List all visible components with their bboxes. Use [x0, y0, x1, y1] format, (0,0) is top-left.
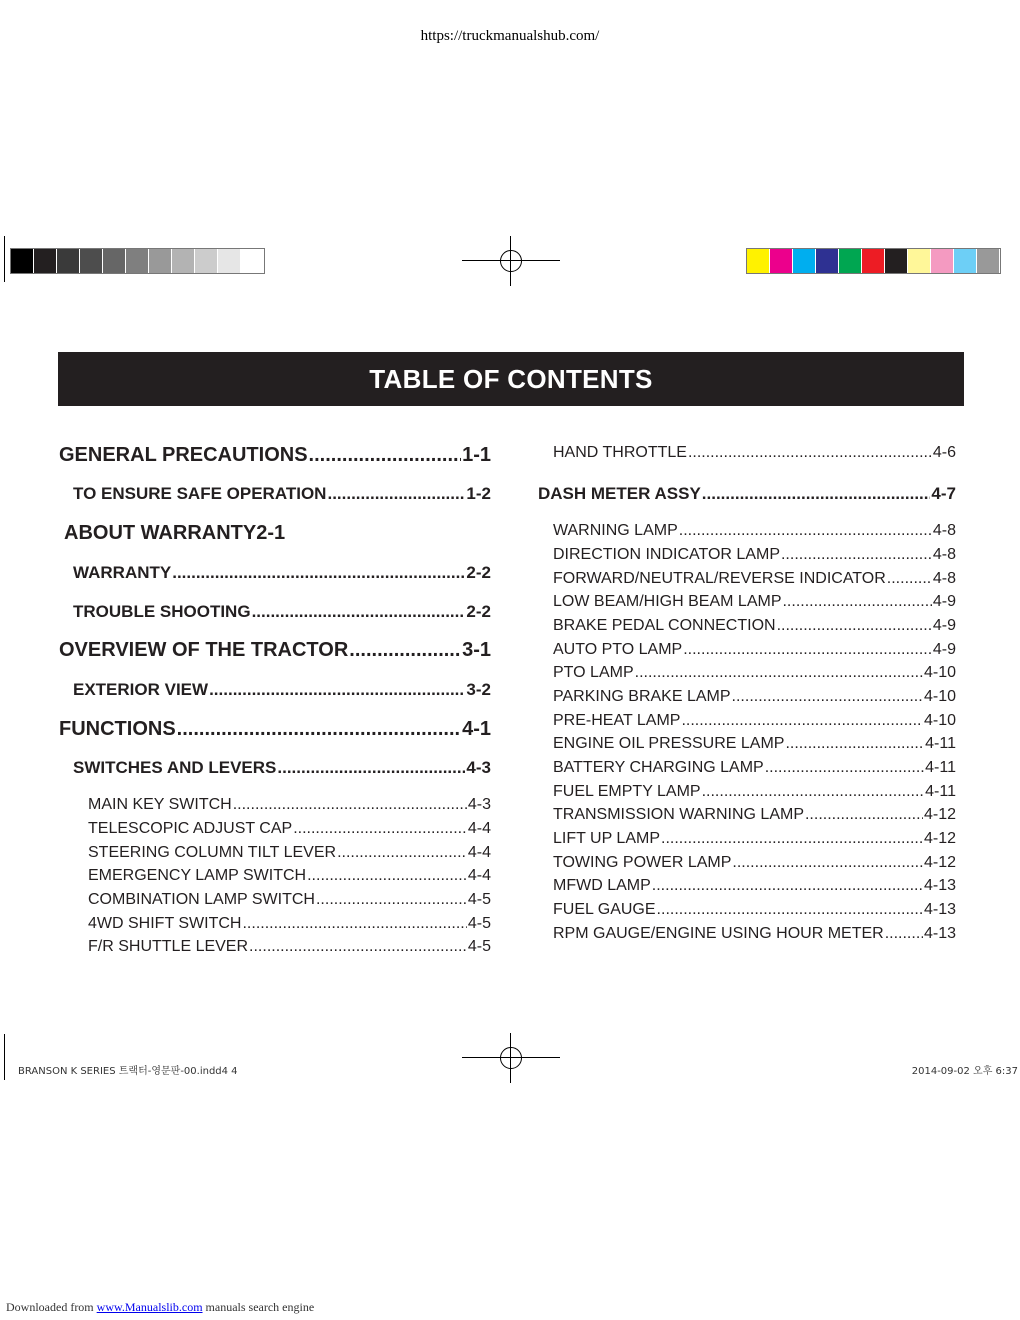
- toc-entry-page: 4-11: [925, 759, 956, 776]
- toc-entry-page: 4-5: [467, 891, 491, 908]
- toc-entry[interactable]: [553, 806, 956, 824]
- toc-entry-label: AUTO PTO LAMP: [553, 641, 683, 658]
- toc-entry-page: 4-10: [923, 712, 956, 729]
- dot-leader: [765, 759, 924, 777]
- toc-entry[interactable]: [553, 712, 956, 730]
- header-url: https://truckmanualshub.com/: [420, 28, 600, 44]
- dot-leader: [702, 484, 931, 504]
- toc-entry-label: BRAKE PEDAL CONNECTION: [553, 617, 776, 634]
- toc-entry-label: FUEL GAUGE: [553, 901, 656, 918]
- toc-entry-page: 4-8: [932, 570, 956, 587]
- toc-entry-page: 4-7: [931, 484, 956, 503]
- dot-leader: [177, 718, 461, 741]
- toc-entry-label: DIRECTION INDICATOR LAMP: [553, 546, 780, 563]
- toc-entry-page: 3-1: [462, 639, 491, 661]
- toc-entry-page: 4-9: [932, 641, 956, 658]
- toc-entry-page: 4-1: [462, 718, 491, 740]
- dot-leader: [316, 891, 467, 909]
- toc-entry[interactable]: [553, 522, 956, 540]
- dot-leader: [337, 844, 467, 862]
- toc-entry-page: 4-4: [467, 820, 491, 837]
- color-calibration-bar: [746, 248, 1001, 274]
- color-swatch: [80, 249, 103, 273]
- toc-entry[interactable]: [73, 680, 491, 700]
- toc-entry-label: OVERVIEW OF THE TRACTOR: [59, 639, 349, 661]
- dot-leader: [702, 783, 925, 801]
- toc-entry[interactable]: [553, 641, 956, 659]
- footer-file-info: BRANSON K SERIES 트랙터-영문판-00.indd4 4: [18, 1066, 238, 1077]
- toc-entry-page: 4-10: [923, 688, 956, 705]
- dot-leader: [887, 570, 932, 588]
- toc-entry-label: MAIN KEY SWITCH: [88, 796, 232, 813]
- toc-entry-page: 3-2: [466, 680, 491, 699]
- dot-leader: [732, 854, 923, 872]
- toc-entry-page: 4-3: [466, 758, 491, 777]
- color-swatch: [839, 249, 862, 273]
- toc-entry[interactable]: [59, 639, 491, 662]
- color-swatch: [816, 249, 839, 273]
- downloaded-note: [6, 1300, 314, 1315]
- dot-leader: [349, 639, 461, 662]
- color-swatch: [149, 249, 172, 273]
- toc-entry-label: FUEL EMPTY LAMP: [553, 783, 701, 800]
- toc-entry[interactable]: [553, 664, 956, 682]
- toc-entry-label: DASH METER ASSY: [538, 484, 701, 503]
- toc-entry-label: PTO LAMP: [553, 664, 634, 681]
- toc-entry-label: TELESCOPIC ADJUST CAP: [88, 820, 293, 837]
- toc-entry-page: 2-2: [466, 602, 491, 621]
- toc-entry[interactable]: [73, 563, 491, 583]
- dot-leader: [805, 806, 923, 824]
- toc-entry[interactable]: [88, 867, 491, 885]
- toc-entry[interactable]: [553, 854, 956, 872]
- dot-leader: [785, 735, 924, 753]
- toc-entry-label: F/R SHUTTLE LEVER: [88, 938, 249, 955]
- color-swatch: [218, 249, 241, 273]
- toc-entry-label: LIFT UP LAMP: [553, 830, 660, 847]
- toc-entry-page: 4-13: [923, 925, 956, 942]
- toc-entry-label: PARKING BRAKE LAMP: [553, 688, 731, 705]
- dot-leader: [635, 664, 923, 682]
- toc-entry-label: TROUBLE SHOOTING: [73, 602, 251, 621]
- dot-leader: [327, 484, 465, 504]
- color-swatch: [172, 249, 195, 273]
- trim-mark-left-bottom: [4, 1034, 5, 1080]
- dot-leader: [172, 563, 465, 583]
- color-swatch: [34, 249, 57, 273]
- dot-leader: [252, 602, 466, 622]
- toc-entry[interactable]: [553, 546, 956, 564]
- toc-entry-label: WARRANTY: [73, 563, 172, 582]
- toc-entry-page: 4-13: [923, 901, 956, 918]
- footer-timestamp: 2014-09-02 오후 6:37: [911, 1066, 1018, 1077]
- toc-entry-label: TRANSMISSION WARNING LAMP: [553, 806, 804, 823]
- color-swatch: [793, 249, 816, 273]
- toc-entry[interactable]: [553, 735, 956, 753]
- toc-entry[interactable]: [553, 570, 956, 588]
- toc-entry-page: 4-3: [467, 796, 491, 813]
- toc-entry-label: HAND THROTTLE: [553, 444, 687, 461]
- toc-entry-label: LOW BEAM/HIGH BEAM LAMP: [553, 593, 782, 610]
- color-swatch: [11, 249, 34, 273]
- toc-entry[interactable]: [553, 830, 956, 848]
- color-swatch: [931, 249, 954, 273]
- toc-entry-label: TO ENSURE SAFE OPERATION: [73, 484, 327, 503]
- toc-entry-page: 4-11: [925, 735, 956, 752]
- color-swatch: [195, 249, 218, 273]
- toc-entry[interactable]: [538, 484, 956, 504]
- dot-leader: [777, 617, 932, 635]
- color-swatch: [126, 249, 149, 273]
- downloaded-prefix: Downloaded from: [6, 1300, 94, 1314]
- color-swatch: [103, 249, 126, 273]
- toc-heading[interactable]: ABOUT WARRANTY2-1: [64, 522, 286, 544]
- toc-entry-page: 4-8: [932, 522, 956, 539]
- dot-leader: [307, 867, 467, 885]
- toc-entry-label: FORWARD/NEUTRAL/REVERSE INDICATOR: [553, 570, 886, 587]
- color-swatch: [908, 249, 931, 273]
- toc-entry[interactable]: [553, 877, 956, 895]
- trim-mark-left-top: [4, 236, 5, 282]
- downloaded-suffix: manuals search engine: [205, 1300, 315, 1314]
- color-swatch: [770, 249, 793, 273]
- toc-entry[interactable]: [88, 938, 491, 956]
- toc-entry-label: BATTERY CHARGING LAMP: [553, 759, 764, 776]
- toc-entry-page: 4-4: [467, 844, 491, 861]
- dot-leader: [679, 522, 932, 540]
- toc-entry[interactable]: [553, 688, 956, 706]
- toc-entry[interactable]: [59, 718, 491, 741]
- dot-leader: [657, 901, 923, 919]
- toc-entry-label: 4WD SHIFT SWITCH: [88, 915, 242, 932]
- dot-leader: [249, 938, 467, 956]
- manualslib-link[interactable]: www.Manualslib.com: [96, 1300, 203, 1314]
- dot-leader: [293, 820, 467, 838]
- toc-entry-label: EXTERIOR VIEW: [73, 680, 209, 699]
- gray-calibration-bar: [10, 248, 265, 274]
- toc-entry[interactable]: [553, 901, 956, 919]
- dot-leader: [277, 758, 465, 778]
- toc-entry-page: 4-5: [467, 938, 491, 955]
- toc-entry-label: GENERAL PRECAUTIONS: [59, 444, 308, 466]
- toc-entry[interactable]: [73, 758, 491, 778]
- toc-entry[interactable]: [88, 915, 491, 933]
- dot-leader: [652, 877, 923, 895]
- toc-entry-page: 4-13: [923, 877, 956, 894]
- toc-entry[interactable]: [553, 593, 956, 611]
- color-swatch: [885, 249, 908, 273]
- toc-entry-label: TOWING POWER LAMP: [553, 854, 732, 871]
- toc-entry-label: WARNING LAMP: [553, 522, 678, 539]
- dot-leader: [233, 796, 467, 814]
- toc-entry-label: MFWD LAMP: [553, 877, 651, 894]
- toc-entry[interactable]: [553, 444, 956, 462]
- toc-entry-page: 1-1: [462, 444, 491, 466]
- toc-entry[interactable]: [553, 617, 956, 635]
- toc-entry[interactable]: [553, 759, 956, 777]
- toc-entry-page: 4-6: [932, 444, 956, 461]
- toc-entry-page: 4-12: [923, 830, 956, 847]
- toc-entry-page: 4-4: [467, 867, 491, 884]
- color-swatch: [862, 249, 885, 273]
- toc-entry-page: 2-2: [466, 563, 491, 582]
- color-swatch: [241, 249, 264, 273]
- dot-leader: [782, 593, 931, 611]
- toc-entry-page: 4-9: [932, 617, 956, 634]
- toc-entry[interactable]: [73, 602, 491, 622]
- dot-leader: [309, 444, 462, 467]
- toc-entry[interactable]: [59, 444, 491, 467]
- toc-entry[interactable]: [88, 891, 491, 909]
- toc-entry-label: COMBINATION LAMP SWITCH: [88, 891, 315, 908]
- toc-entry-label: EMERGENCY LAMP SWITCH: [88, 867, 307, 884]
- color-swatch: [57, 249, 80, 273]
- toc-entry-label: RPM GAUGE/ENGINE USING HOUR METER: [553, 925, 884, 942]
- toc-entry[interactable]: [553, 783, 956, 801]
- dot-leader: [242, 915, 466, 933]
- toc-entry-label: FUNCTIONS: [59, 718, 176, 740]
- registration-mark-top: [462, 236, 560, 286]
- toc-entry-label: PRE-HEAT LAMP: [553, 712, 681, 729]
- dot-leader: [661, 830, 923, 848]
- toc-entry[interactable]: [88, 796, 491, 814]
- toc-entry-page: 4-10: [923, 664, 956, 681]
- toc-entry-page: 4-8: [932, 546, 956, 563]
- toc-entry-page: 4-12: [923, 806, 956, 823]
- toc-entry-page: 4-12: [923, 854, 956, 871]
- toc-entry-label: ENGINE OIL PRESSURE LAMP: [553, 735, 785, 752]
- toc-entry-page: 4-9: [932, 593, 956, 610]
- color-swatch: [977, 249, 1000, 273]
- dot-leader: [688, 444, 932, 462]
- dot-leader: [885, 925, 923, 943]
- dot-leader: [781, 546, 932, 564]
- toc-entry-label: SWITCHES AND LEVERS: [73, 758, 277, 777]
- toc-entry[interactable]: [88, 844, 491, 862]
- toc-entry[interactable]: [73, 484, 491, 504]
- toc-entry[interactable]: [553, 925, 956, 943]
- dot-leader: [681, 712, 923, 730]
- dot-leader: [732, 688, 923, 706]
- toc-entry-page: 4-11: [925, 783, 956, 800]
- registration-mark-bottom: [462, 1033, 560, 1083]
- color-swatch: [954, 249, 977, 273]
- dot-leader: [209, 680, 465, 700]
- dot-leader: [683, 641, 932, 659]
- color-swatch: [747, 249, 770, 273]
- page-title: TABLE OF CONTENTS: [58, 352, 964, 406]
- toc-entry-page: 4-5: [467, 915, 491, 932]
- toc-entry-label: STEERING COLUMN TILT LEVER: [88, 844, 337, 861]
- toc-entry-page: 1-2: [466, 484, 491, 503]
- toc-entry[interactable]: [88, 820, 491, 838]
